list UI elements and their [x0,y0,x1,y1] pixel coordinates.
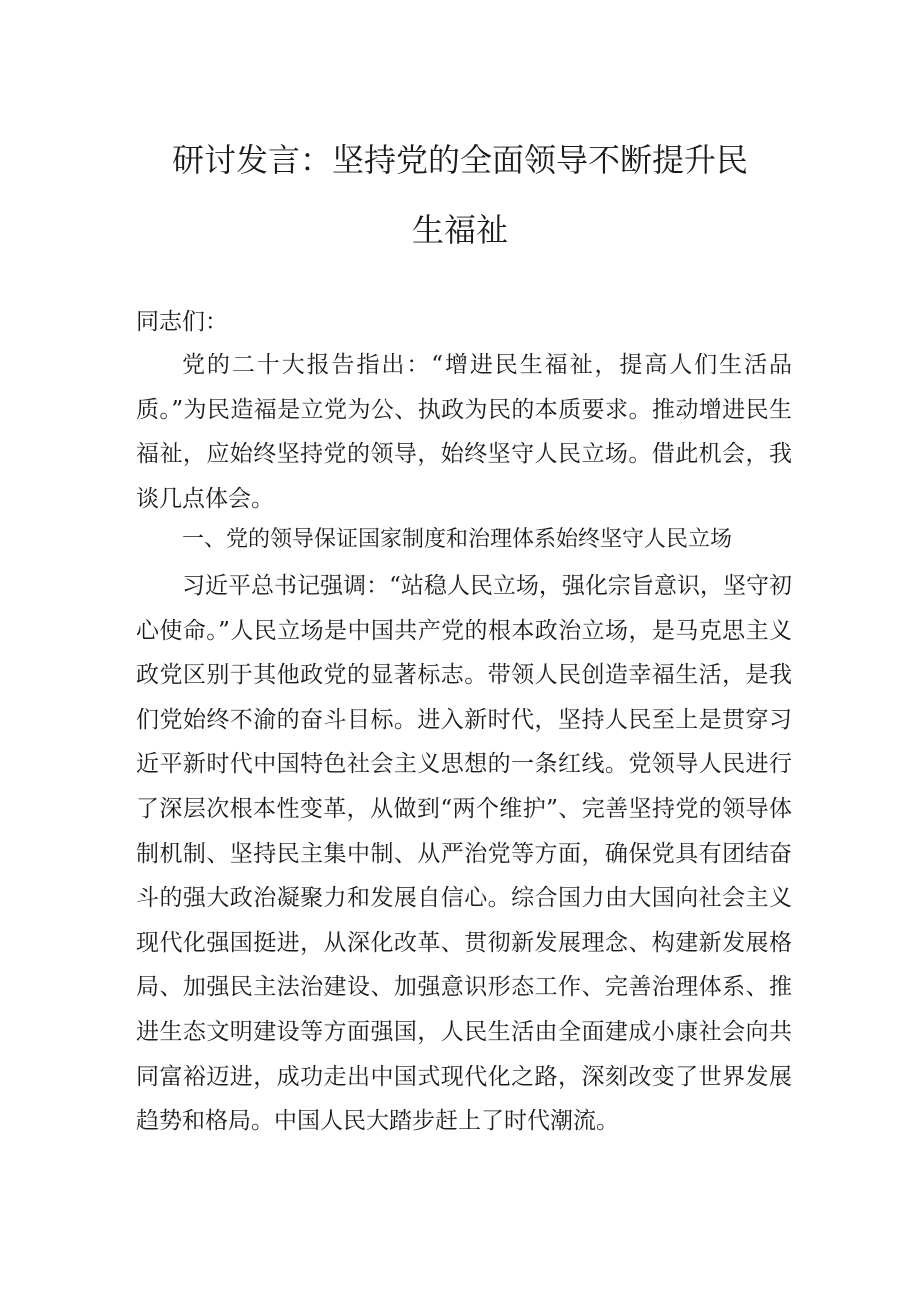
section-heading-1: 一、党的领导保证国家制度和治理体系始终坚守人民立场 [182,527,733,552]
document-title-line-2: 生福祉 [411,211,508,249]
paragraph-section-1: 习近平总书记强调：“站稳人民立场，强化宗旨意识，坚守初心使命。”人民立场是中国共产党的根本政治立场，是马克思主义政党区别于其他政党的显著标志。带领人民创造幸福生活，是我们党始终不渝的奋斗目标。进入新时代，坚持人民至上是贯穿习近平新时代中国特色社会主义思想的一条红线。党领导人民进行了深层次根本性变革，从做到“两个维护”、完善坚持党的领导体制机制、坚持民主集中制、从严治党等方面，确保党具有团结奋斗的强大政治凝聚力和发展自信心。综合国力由大国向社会主义现代化强国挺进，从深化改革、贯彻新发展理念、构建新发展格局、加强民主法治建设、加强意识形态工作、完善治理体系、推进生态文明建设等方面强国，人民生活由全面建成小康社会向共同富裕迈进，成功走出中国式现代化之路，深刻改变了世界发展趋势和格局。中国人民大踏步赶上了时代潮流。 [136,573,792,1135]
paragraph-intro: 党的二十大报告指出：“增进民生福祉，提高人们生活品质。”为民造福是立党为公、执政为民的本质要求。推动增进民生福祉，应始终坚持党的领导，始终坚守人民立场。借此机会，我谈几点体会。 [136,352,792,512]
salutation: 同志们： [136,309,228,335]
document-title-line-1: 研讨发言：坚持党的全面领导不断提升民 [171,141,748,179]
